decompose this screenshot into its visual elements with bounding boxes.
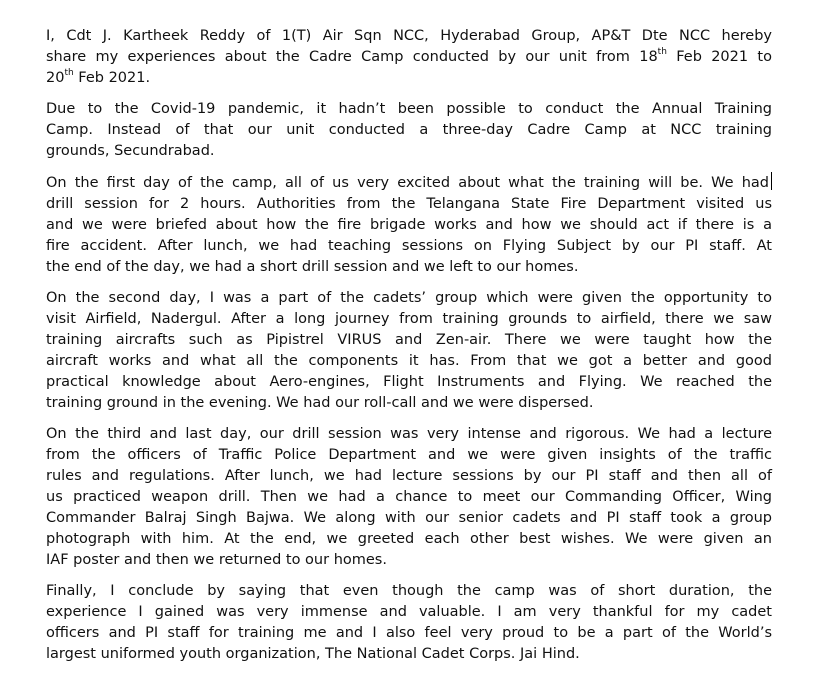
- text-line: share my experiences about the Cadre Camp conducted by our unit from 18th Feb 2021 to: [46, 47, 772, 65]
- text-line: photograph with him. At the end, we greeted each other best wishes. We were given an: [46, 531, 772, 547]
- paragraph-4: [46, 288, 772, 414]
- paragraph-6: [46, 581, 772, 665]
- text-line: experience I gained was very immense and valuable. I am very thankful for my cadet: [46, 604, 772, 620]
- document-body[interactable]: [46, 26, 772, 675]
- text-line: 20th Feb 2021.: [46, 68, 151, 86]
- text-line: from the officers of Traffic Police Department and we were given insights of the traffic: [46, 447, 772, 463]
- text-line: Due to the Covid-19 pandemic, it hadn’t been possible to conduct the Annual Training: [46, 101, 772, 117]
- text-line: On the first day of the camp, all of us very excited about what the training will be. We had: [46, 172, 772, 194]
- text-line: IAF poster and then we returned to our homes.: [46, 552, 387, 568]
- text-line: aircraft works and what all the components it has. From that we got a better and good: [46, 353, 772, 369]
- text-line: visit Airfield, Nadergul. After a long journey from training grounds to airfield, there we saw: [46, 311, 772, 327]
- text-line: Commander Balraj Singh Bajwa. We along with our senior cadets and PI staff took a group: [46, 510, 772, 526]
- text-line: the end of the day, we had a short drill session and we left to our homes.: [46, 259, 579, 275]
- text-line: On the second day, I was a part of the cadets’ group which were given the opportunity to: [46, 290, 772, 306]
- text-line: training aircrafts such as Pipistrel VIRUS and Zen-air. There we were taught how the: [46, 332, 772, 348]
- text-line: Finally, I conclude by saying that even though the camp was of short duration, the: [46, 583, 772, 599]
- text-line: drill session for 2 hours. Authorities from the Telangana State Fire Department visited us: [46, 196, 772, 212]
- text-line: grounds, Secundrabad.: [46, 143, 215, 159]
- text-line: practical knowledge about Aero-engines, Flight Instruments and Flying. We reached the: [46, 374, 772, 390]
- text-line: training ground in the evening. We had our roll-call and we were dispersed.: [46, 395, 594, 411]
- text-line: rules and regulations. After lunch, we had lecture sessions by our PI staff and then all of: [46, 468, 772, 484]
- paragraph-3: [46, 172, 772, 278]
- text-line: officers and PI staff for training me and I also feel very proud to be a part of the World’s: [46, 625, 772, 641]
- paragraph-5: [46, 424, 772, 571]
- text-line: us practiced weapon drill. Then we had a chance to meet our Commanding Officer, Wing: [46, 489, 772, 505]
- paragraph-1: [46, 26, 772, 89]
- text-line: I, Cdt J. Kartheek Reddy of 1(T) Air Sqn NCC, Hyderabad Group, AP&T Dte NCC hereby: [46, 28, 772, 44]
- paragraph-2: [46, 99, 772, 162]
- text-cursor: [771, 172, 772, 190]
- text-line: Camp. Instead of that our unit conducted a three-day Cadre Camp at NCC training: [46, 122, 772, 138]
- text-line: On the third and last day, our drill session was very intense and rigorous. We had a lecture: [46, 426, 772, 442]
- text-line: largest uniformed youth organization, The National Cadet Corps. Jai Hind.: [46, 646, 580, 662]
- text-line: fire accident. After lunch, we had teaching sessions on Flying Subject by our PI staff. At: [46, 238, 772, 254]
- text-line: and we were briefed about how the fire brigade works and how we should act if there is a: [46, 217, 772, 233]
